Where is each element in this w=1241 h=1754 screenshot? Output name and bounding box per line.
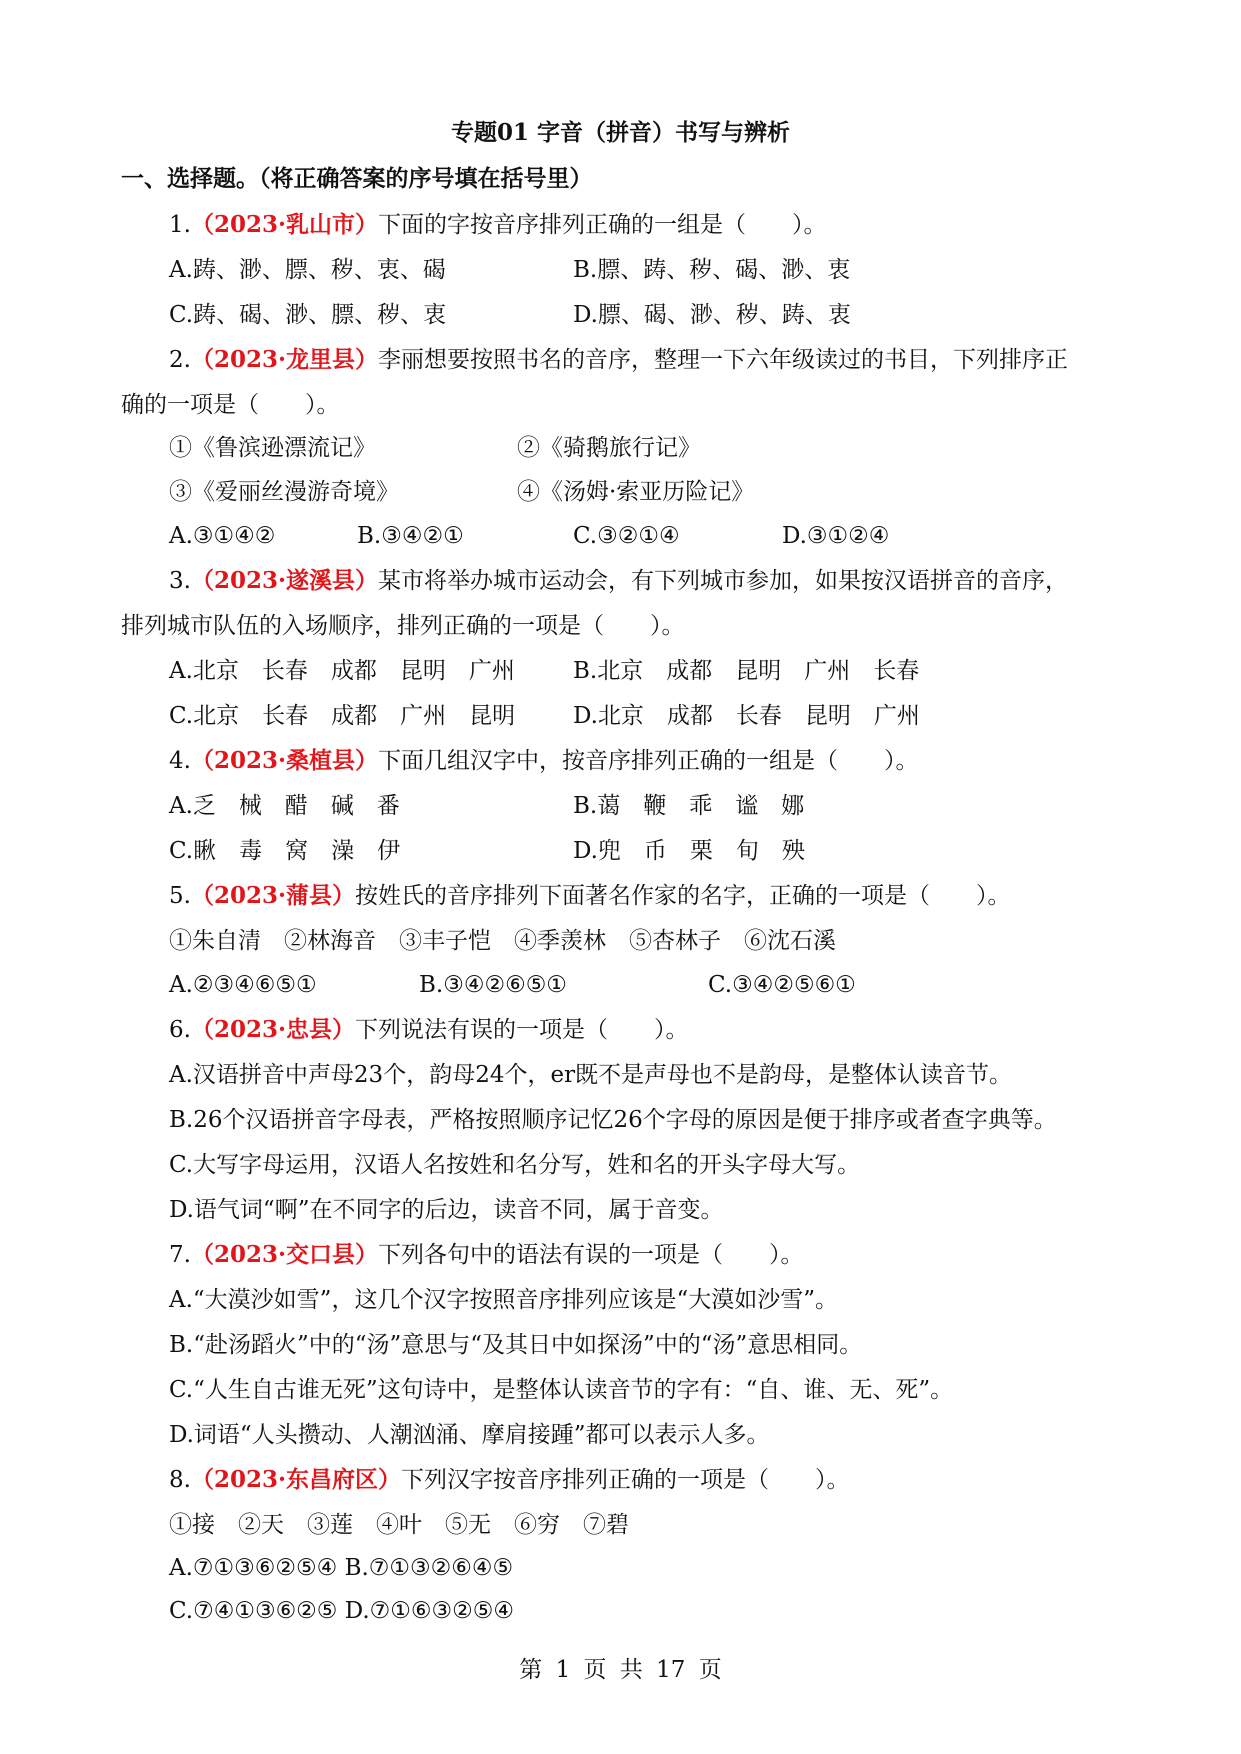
question-3-stem-cont: 排列城市队伍的入场顺序，排列正确的一项是（ ）。	[121, 613, 685, 639]
option-b: B.“赴汤蹈火”中的“汤”意思与“及其日中如探汤”中的“汤”意思相同。	[169, 1332, 863, 1358]
option-d: D.语气词“啊”在不同字的后边，读音不同，属于音变。	[169, 1197, 724, 1223]
page-title: 专题01 字音（拼音）书写与辨析	[450, 119, 790, 146]
character-list: ①接 ②天 ③莲 ④叶 ⑤无 ⑥穷 ⑦碧	[169, 1512, 629, 1538]
option-c: C.踌、碣、渺、膘、秽、衷	[169, 302, 447, 328]
option-b: B.膘、踌、秽、碣、渺、衷	[573, 257, 851, 283]
option-d: D.北京 成都 长春 昆明 广州	[573, 703, 920, 729]
question-source: （2023·桑植县）	[190, 747, 378, 774]
question-number: 2.	[169, 347, 191, 373]
question-source: （2023·交口县）	[190, 1241, 378, 1268]
page-footer: 第 1 页 共 17 页	[519, 1657, 722, 1683]
option-c: C.“人生自古谁无死”这句诗中，是整体认读音节的字有：“自、谁、无、死”。	[169, 1377, 954, 1403]
question-2-stem	[169, 343, 1068, 377]
book-item-2: ②《骑鹅旅行记》	[517, 435, 701, 461]
question-number: 8.	[169, 1467, 191, 1493]
book-item-1: ①《鲁滨逊漂流记》	[169, 435, 376, 461]
question-number: 6.	[169, 1017, 191, 1043]
option-b: B.③④②①	[357, 523, 464, 549]
question-4-stem	[169, 744, 918, 778]
question-source: （2023·蒲县）	[190, 882, 355, 909]
option-c: C.③④②⑤⑥①	[708, 972, 856, 998]
question-8-stem	[169, 1463, 849, 1497]
question-number: 4.	[169, 748, 191, 774]
question-text: 下面的字按音序排列正确的一组是（ ）。	[377, 212, 827, 238]
question-3-stem	[169, 564, 1068, 598]
question-6-stem	[169, 1013, 688, 1047]
option-d: D.膘、碣、渺、秽、踌、衷	[573, 302, 851, 328]
book-item-3: ③《爱丽丝漫游奇境》	[169, 479, 399, 505]
option-a: A.“大漠沙如雪”，这几个汉字按照音序排列应该是“大漠如沙雪”。	[169, 1287, 838, 1313]
question-number: 5.	[169, 883, 191, 909]
question-2-stem-cont: 确的一项是（ ）。	[121, 392, 340, 418]
question-source: （2023·乳山市）	[190, 211, 378, 238]
question-source: （2023·忠县）	[190, 1016, 355, 1043]
option-d: D.兜 币 栗 旬 殃	[573, 838, 805, 864]
author-list: ①朱自清 ②林海音 ③丰子恺 ④季羡林 ⑤杏林子 ⑥沈石溪	[169, 928, 836, 954]
option-a: A.踌、渺、膘、秽、衷、碣	[169, 257, 446, 283]
option-c: C.北京 长春 成都 广州 昆明	[169, 703, 516, 729]
section-heading: 一、选择题。（将正确答案的序号填在括号里）	[121, 165, 593, 192]
question-number: 1.	[169, 212, 191, 238]
option-c: C.瞅 毒 窝 澡 伊	[169, 838, 401, 864]
option-b: B.蔼 鞭 乖 谧 娜	[573, 793, 805, 819]
question-text: 某市将举办城市运动会，有下列城市参加，如果按汉语拼音的音序，	[377, 568, 1068, 594]
question-source: （2023·龙里县）	[190, 346, 378, 373]
option-c-d: C.⑦④①③⑥②⑤ D.⑦①⑥③②⑤④	[169, 1598, 514, 1624]
question-source: （2023·遂溪县）	[190, 567, 378, 594]
option-d: D.③①②④	[782, 523, 890, 549]
question-text: 下列说法有误的一项是（ ）。	[354, 1017, 689, 1043]
option-b: B.③④②⑥⑤①	[419, 972, 567, 998]
option-a: A.乏 械 醋 碱 番	[169, 793, 400, 819]
question-1-stem	[169, 208, 826, 242]
question-text: 按姓氏的音序排列下面著名作家的名字，正确的一项是（ ）。	[354, 883, 1011, 909]
option-b: B.26个汉语拼音字母表，严格按照顺序记忆26个字母的原因是便于排序或者查字典等。	[169, 1107, 1057, 1133]
option-a-b: A.⑦①③⑥②⑤④ B.⑦①③②⑥④⑤	[169, 1555, 514, 1581]
option-d: D.词语“人头攒动、人潮汹涌、摩肩接踵”都可以表示人多。	[169, 1422, 770, 1448]
option-b: B.北京 成都 昆明 广州 长春	[573, 658, 920, 684]
option-a: A.北京 长春 成都 昆明 广州	[169, 658, 515, 684]
question-text: 李丽想要按照书名的音序，整理一下六年级读过的书目，下列排序正	[377, 347, 1068, 373]
option-c: C.大写字母运用，汉语人名按姓和名分写，姓和名的开头字母大写。	[169, 1152, 861, 1178]
question-7-stem	[169, 1238, 803, 1272]
question-number: 7.	[169, 1242, 191, 1268]
question-text: 下列各句中的语法有误的一项是（ ）。	[377, 1242, 804, 1268]
question-text: 下列汉字按音序排列正确的一项是（ ）。	[400, 1467, 850, 1493]
option-c: C.③②①④	[573, 523, 680, 549]
question-source: （2023·东昌府区）	[190, 1466, 401, 1493]
book-item-4: ④《汤姆·索亚历险记》	[517, 479, 755, 505]
question-5-stem	[169, 879, 1010, 913]
question-text: 下面几组汉字中，按音序排列正确的一组是（ ）。	[377, 748, 919, 774]
option-a: A.汉语拼音中声母23个，韵母24个，er既不是声母也不是韵母，是整体认读音节。	[169, 1062, 1013, 1088]
option-a: A.③①④②	[169, 523, 276, 549]
question-number: 3.	[169, 568, 191, 594]
option-a: A.②③④⑥⑤①	[169, 972, 317, 998]
